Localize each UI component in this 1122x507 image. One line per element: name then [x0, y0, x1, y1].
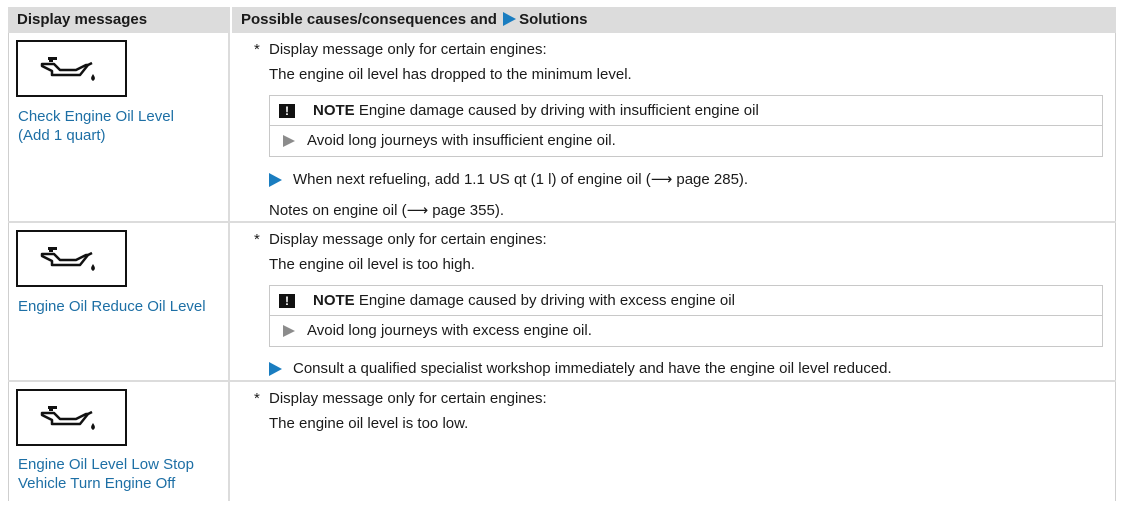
causes-cell — [230, 382, 1116, 501]
header-display-messages: Display messages — [8, 7, 232, 33]
cause-text: The engine oil level is too low. — [269, 415, 469, 432]
condition-text: Display message only for certain engines: — [269, 390, 547, 407]
solution-arrow-icon — [503, 12, 516, 26]
action-arrow-icon — [283, 325, 295, 337]
causes-cell — [230, 33, 1116, 221]
note-header — [270, 286, 1102, 316]
condition-text: Display message only for certain engines: — [269, 231, 547, 248]
display-message-text — [18, 455, 194, 493]
note-action — [270, 316, 1102, 346]
header-causes-label: Possible causes/consequences and — [241, 11, 497, 28]
solution-text: When next refueling, add 1.1 US qt (1 l) of engine oil (⟶ page 285). — [293, 171, 749, 188]
note-title-text: Engine damage caused by driving with insufficient engine oil — [358, 102, 759, 119]
message-line: (Add 1 quart) — [18, 127, 106, 144]
engine-oil-can-icon — [16, 230, 127, 287]
message-line: Vehicle Turn Engine Off — [18, 475, 176, 492]
display-message-cell — [8, 382, 230, 501]
note-action — [270, 126, 1102, 156]
note-box — [269, 285, 1103, 347]
message-line: Engine Oil Level Low Stop — [18, 456, 194, 473]
warning-exclamation-icon: ! — [279, 104, 295, 118]
header-solutions-label: Solutions — [519, 11, 588, 28]
footnote-star: * — [254, 390, 260, 407]
solution-text: Consult a qualified specialist workshop immediately and have the engine oil level reduced. — [293, 360, 892, 377]
table-row — [8, 382, 1116, 501]
note-action-text: Avoid long journeys with excess engine oil. — [307, 322, 592, 339]
solution-arrow-icon — [269, 362, 282, 376]
header-causes-solutions — [232, 7, 1116, 33]
causes-cell — [230, 223, 1116, 380]
table-header — [8, 7, 1116, 33]
display-message-cell — [8, 223, 230, 380]
note-title — [313, 291, 735, 310]
note-action-text: Avoid long journeys with insufficient engine oil. — [307, 132, 616, 149]
note-label: NOTE — [313, 102, 355, 119]
table-row — [8, 223, 1116, 382]
note-header — [270, 96, 1102, 126]
note-title-text: Engine damage caused by driving with excess engine oil — [358, 292, 735, 309]
footnote-star: * — [254, 231, 260, 248]
table-row — [8, 33, 1116, 223]
action-arrow-icon — [283, 135, 295, 147]
cause-text: The engine oil level has dropped to the minimum level. — [269, 66, 632, 83]
engine-oil-can-icon — [16, 40, 127, 97]
footnote-star: * — [254, 41, 260, 58]
note-title — [313, 101, 759, 120]
display-messages-table — [8, 7, 1116, 501]
condition-text: Display message only for certain engines: — [269, 41, 547, 58]
note-box — [269, 95, 1103, 157]
warning-exclamation-icon: ! — [279, 294, 295, 308]
display-message-text — [18, 297, 206, 316]
display-message-text — [18, 107, 174, 145]
display-message-cell — [8, 33, 230, 221]
message-line: Engine Oil Reduce Oil Level — [18, 298, 206, 315]
reference-text: Notes on engine oil (⟶ page 355). — [269, 202, 504, 219]
engine-oil-can-icon — [16, 389, 127, 446]
solution-arrow-icon — [269, 173, 282, 187]
note-label: NOTE — [313, 292, 355, 309]
message-line: Check Engine Oil Level — [18, 108, 174, 125]
cause-text: The engine oil level is too high. — [269, 256, 475, 273]
